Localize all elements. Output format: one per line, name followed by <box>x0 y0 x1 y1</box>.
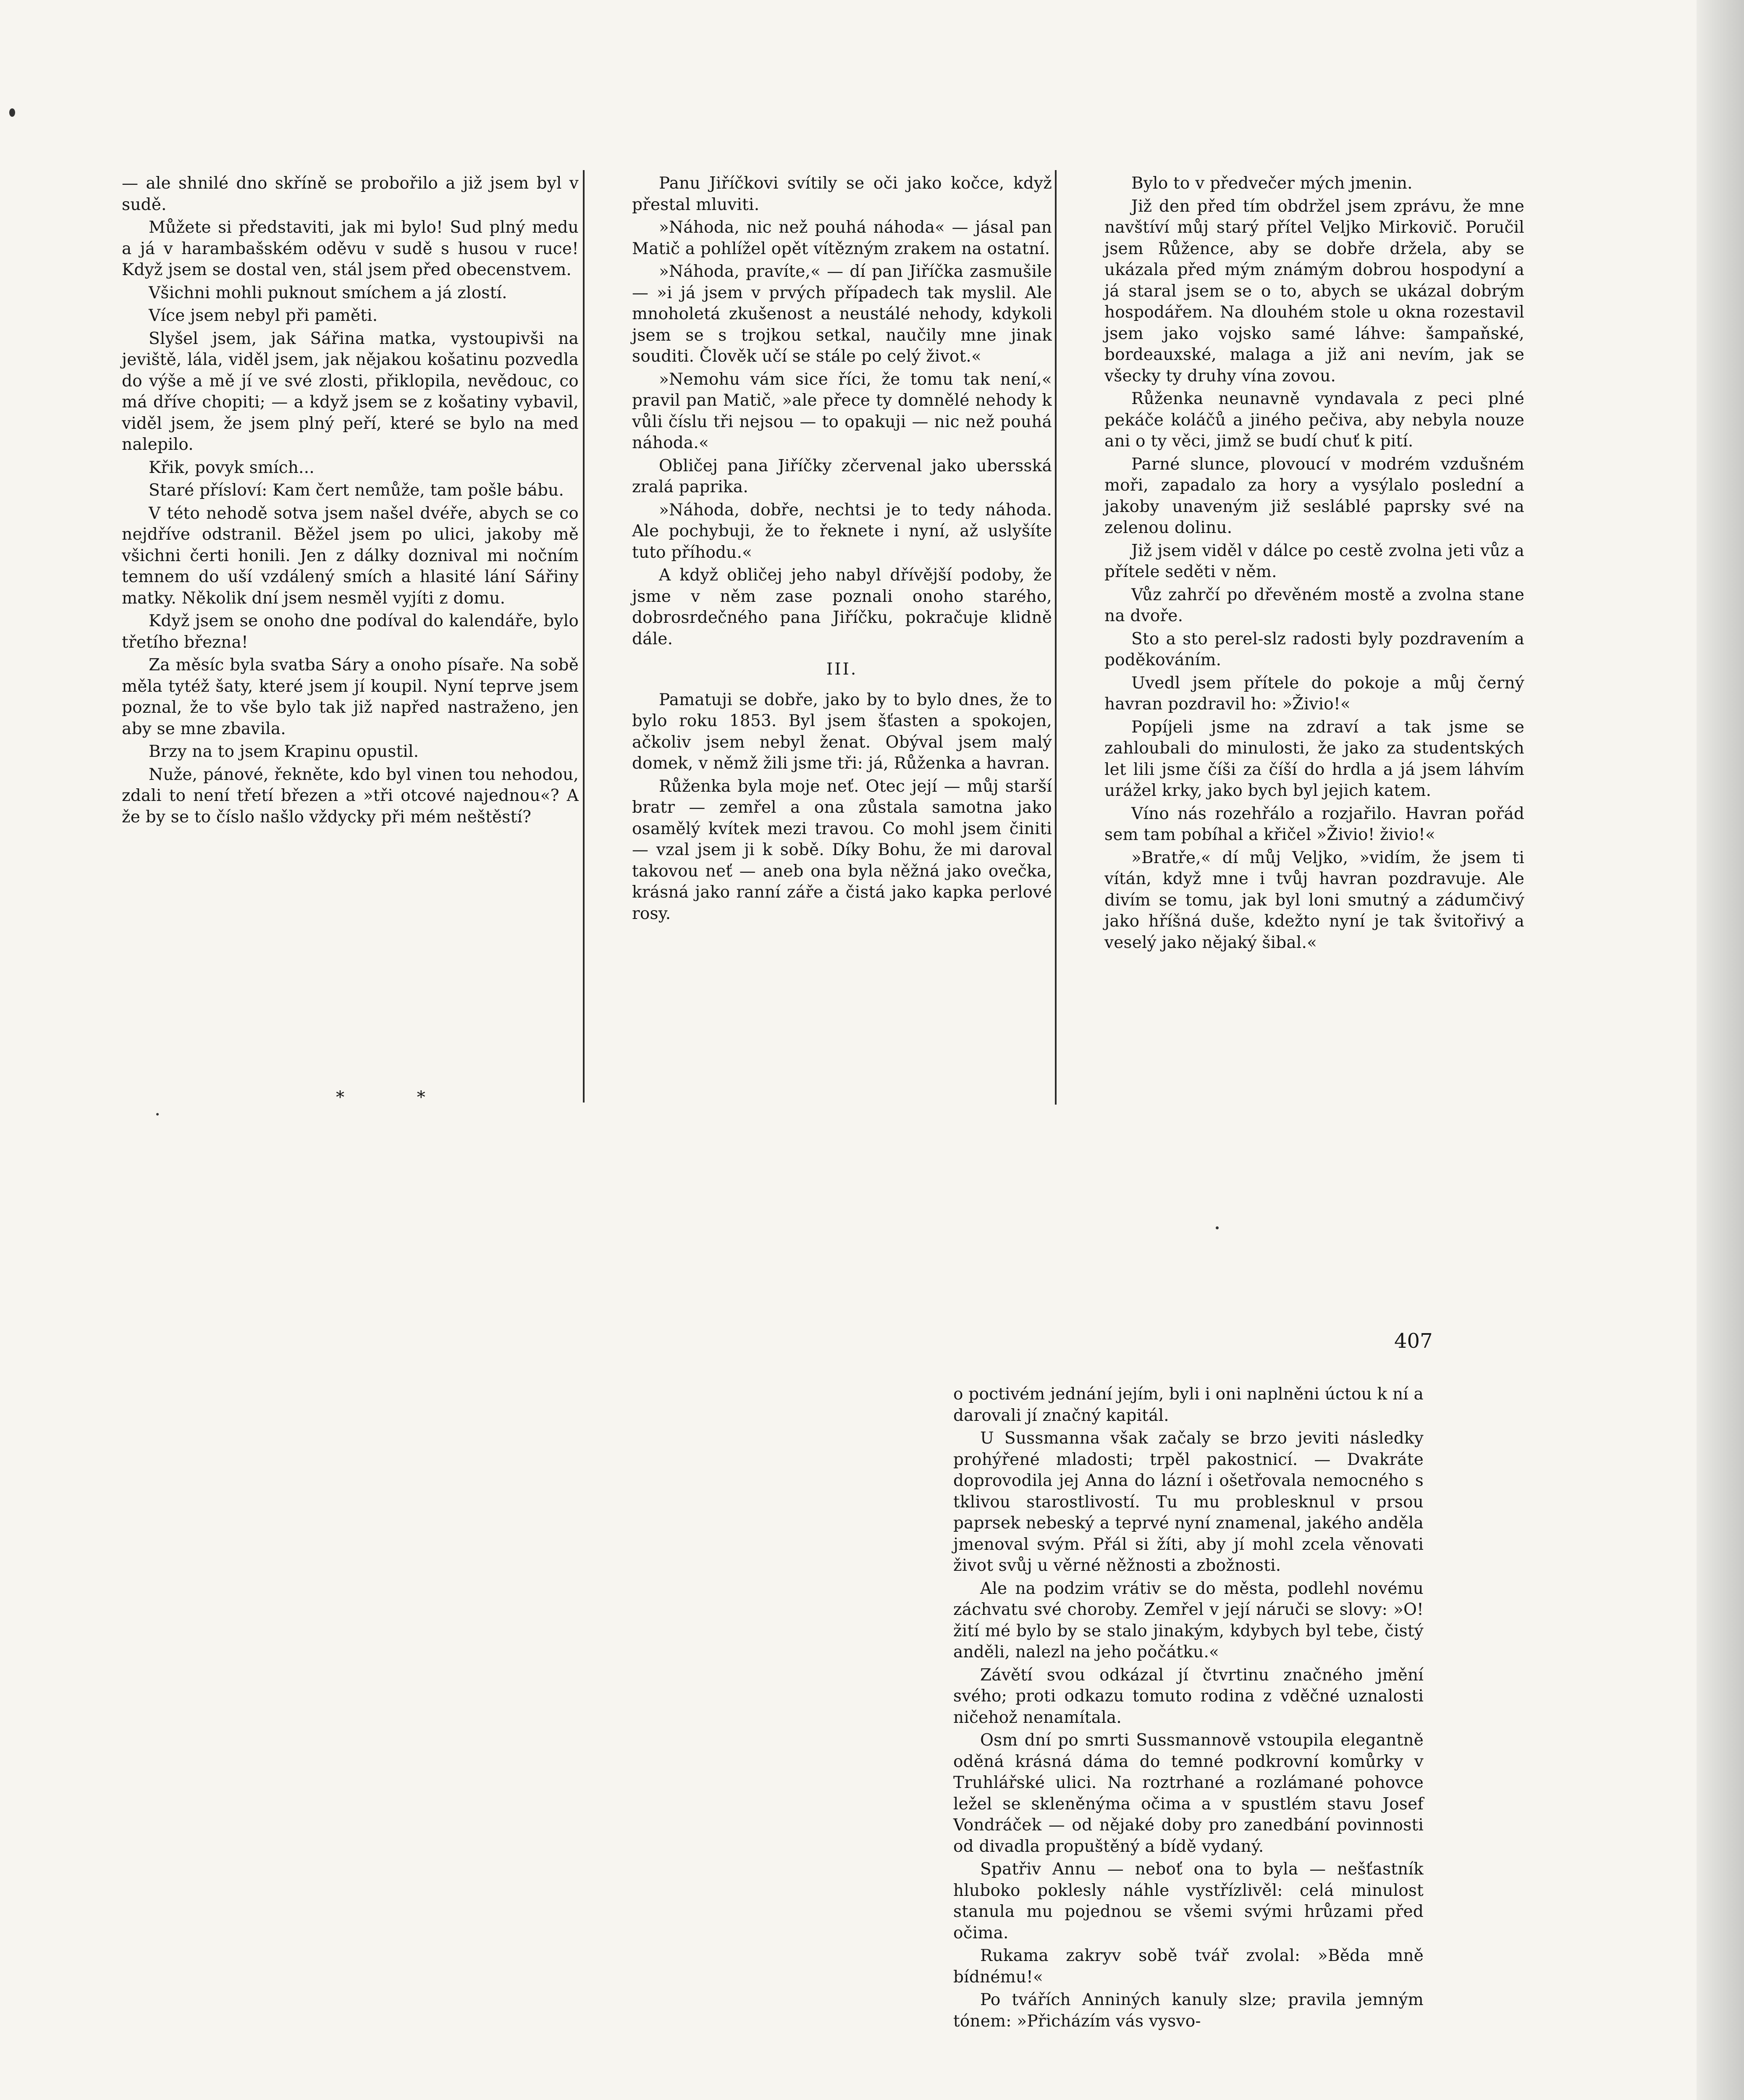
paragraph: A když obličej jeho nabyl dřívější podoby, že jsme v něm zase poznali onoho starého, dobrosrdečného pana Jiříčku, pokračuje klidně dále. <box>632 566 1052 648</box>
paragraph: o poctivém jednání jejím, byli i oni naplněni úctou k ní a darovali jí značný kapitál. <box>953 1385 1424 1425</box>
column-1 <box>122 173 579 828</box>
paragraph: — ale shnilé dno skříně se probořilo a již jsem byl v sudě. <box>122 174 579 214</box>
column-rule-left <box>583 170 585 1102</box>
scan-speck <box>9 108 15 117</box>
column-3 <box>1104 173 1524 953</box>
paragraph: Rukama zakryv sobě tvář zvolal: »Běda mně bídnému!« <box>953 1946 1424 1987</box>
paragraph: Obličej pana Jiříčky zčervenal jako ubersská zralá paprika. <box>632 456 1052 496</box>
paragraph: Můžete si představiti, jak mi bylo! Sud plný medu a já v harambašském oděvu v sudě s husou v ruce! Když jsem se dostal ven, stál jsem před obecenstvem. <box>122 218 579 279</box>
paragraph: Bylo to v předvečer mých jmenin. <box>1131 174 1413 193</box>
column-4-lower <box>953 1384 1424 2032</box>
paragraph: »Náhoda, nic než pouhá náhoda« — jásal pan Matič a pohlížel opět vítězným zrakem na ostatní. <box>632 218 1052 258</box>
paragraph: Růženka byla moje neť. Otec její — můj starší bratr — zemřel a ona zůstala samotna jako osamělý kvítek mezi travou. Co mohl jsem činiti — vzal jsem ji k sobě. Díky Bohu, že mi daroval takovou neť — aneb ona byla něžná jako ovečka, krásná jako ranní záře a čistá jako kapka perlové rosy. <box>632 777 1052 923</box>
paragraph: V této nehodě sotva jsem našel dvéře, abych se co nejdříve odstranil. Běžel jsem po ulici, jakoby mě všichni čerti honili. Jen z dálky doznival mi nočním temnem do uší vzdálený smích a hlasité lání Sářiny matky. Několik dní jsem nesměl vyjíti z domu. <box>122 504 579 608</box>
paragraph: Uvedl jsem přítele do pokoje a můj černý havran pozdravil ho: »Živio!« <box>1104 673 1524 714</box>
paragraph: »Náhoda, pravíte,« — dí pan Jiříčka zasmušile — »i já jsem v prvých případech tak myslil. Ale mnoholetá zkušenost a neustálé nehody, kdykoli jsem se s trojkou setkal, naučily mne jinak souditi. Člověk učí se stále po celý život.« <box>632 262 1052 366</box>
paragraph: Pamatuji se dobře, jako by to bylo dnes, že to bylo roku 1853. Byl jsem šťasten a spokojen, ačkoliv jsem nebyl ženat. Obýval jsem malý domek, v němž žili jsme tři: já, Růženka a havran. <box>632 690 1052 773</box>
paragraph: Když jsem se onoho dne podíval do kalendáře, bylo třetího března! <box>122 612 579 652</box>
paragraph: Brzy na to jsem Krapinu opustil. <box>149 742 419 761</box>
paragraph: Staré přísloví: Kam čert nemůže, tam pošle bábu. <box>149 481 564 500</box>
paragraph: Ale na podzim vrátiv se do města, podlehl novému záchvatu své choroby. Zemřel v její náruči se slovy: »O! žití mé bylo by se stalo jinakým, kdybych byl tebe, čistý anděli, nalezl na jeho počátku.« <box>953 1579 1424 1662</box>
paragraph: »Náhoda, dobře, nechtsi je to tedy náhoda. Ale pochybuji, že to řeknete i nyní, až uslyšíte tuto příhodu.« <box>632 500 1052 562</box>
paragraph: Již jsem viděl v dálce po cestě zvolna jeti vůz a přítele seděti v něm. <box>1104 541 1524 581</box>
paragraph: Růženka neunavně vyndavala z peci plné pekáče koláčů a jiného pečiva, aby nebyla nouze ani o ty věci, jimž se budí chuť k pití. <box>1104 389 1524 451</box>
scan-speck <box>1216 1226 1219 1229</box>
section-heading: III. <box>826 660 858 679</box>
paragraph: »Nemohu vám sice říci, že tomu tak není,« pravil pan Matič, »ale přece ty domnělé nehody k vůli číslu tři nejsou — to opakuji — nic než pouhá náhoda.« <box>632 370 1052 452</box>
paragraph: Sto a sto perel-slz radosti byly pozdravením a poděkováním. <box>1104 629 1524 669</box>
column-rule-right <box>1055 170 1057 1105</box>
paragraph: Po tvářích Anniných kanuly slze; pravila jemným tónem: »Přicházím vás vysvo- <box>953 1990 1424 2031</box>
paragraph: Osm dní po smrti Sussmannově vstoupila elegantně oděná krásná dáma do temné podkrovní komůrky v Truhlářské ulici. Na roztrhané a rozlámané pohovce ležel se skleněnýma očima a v spustlém stavu Josef Vondráček — od nějaké doby pro zanedbání povinnosti od divadla propuštěný a bídě vydaný. <box>953 1731 1424 1856</box>
paragraph: Všichni mohli puknout smíchem a já zlostí. <box>149 283 507 302</box>
paragraph: Závětí svou odkázal jí čtvrtinu značného jmění svého; proti odkazu tomuto rodina z vděčné uznalosti ničehož nenamítala. <box>953 1665 1424 1727</box>
page-number: 407 <box>1394 1329 1433 1353</box>
paragraph: Za měsíc byla svatba Sáry a onoho písaře. Na sobě měla tytéž šaty, které jsem jí koupil. Nyní teprve jsem poznal, že to vše bylo tak již napřed nastraženo, jen aby se mne zbavila. <box>122 656 579 738</box>
paragraph: Popíjeli jsme na zdraví a tak jsme se zahloubali do minulosti, že jako za studentských let lili jsme číši za číší do hrdla a já jsem láhvím urážel krky, jako bych byl jejich katem. <box>1104 717 1524 800</box>
paragraph: Spatřiv Annu — neboť ona to byla — nešťastník hluboko poklesly náhle vystřízlivěl: celá minulost stanula mu pojednou se všemi svými hrůzami před očima. <box>953 1860 1424 1942</box>
paragraph: Vůz zahrčí po dřevěném mostě a zvolna stane na dvoře. <box>1104 585 1524 625</box>
scan-edge <box>1697 0 1744 2100</box>
paragraph: U Sussmanna však začaly se brzo jeviti následky prohýřené mladosti; trpěl pakostnicí. — Dvakráte doprovodila jej Anna do lázní i ošetřovala nemocného s tklivou starostlivostí. Tu mu problesknul v prsou paprsek nebeský a teprvé nyní znamenal, jakého anděla jmenoval svým. Přál si žíti, aby jí mohl zcela věnovati život svůj u věrné něžnosti a zbožnosti. <box>953 1429 1424 1575</box>
paragraph: Víno nás rozehřálo a rozjařilo. Havran pořád sem tam pobíhal a křičel »Živio! živio!« <box>1104 804 1524 844</box>
scan-speck <box>156 1113 159 1116</box>
column-2 <box>632 173 1052 924</box>
paragraph: Křik, povyk smích... <box>149 458 315 477</box>
paragraph: Panu Jiříčkovi svítily se oči jako kočce, když přestal mluviti. <box>632 174 1052 214</box>
paragraph: Již den před tím obdržel jsem zprávu, že mne navštíví můj starý přítel Veljko Mirkovič. Poručil jsem Růžence, aby se dobře držela, aby se ukázala před mým známým dobrou hospodyní a já staral jsem se o to, abych se ukázal dobrým hospodářem. Na dlouhém stole u okna rozestavil jsem jako vojsko samé láhve: šampaňské, bordeauxské, malaga a již ani nevím, jak se všecky ty druhy vína zovou. <box>1104 197 1524 386</box>
paragraph: Více jsem nebyl při paměti. <box>149 306 378 325</box>
paragraph: Slyšel jsem, jak Sářina matka, vystoupivši na jeviště, lála, viděl jsem, jak nějakou košatinu pozvedla do výše a mě jí ve své zlosti, přiklopila, nevědouc, co má dříve chopiti; — a když jsem se z košatiny vybavil, viděl jsem, že jsem plný peří, které se bylo na med nalepilo. <box>122 329 579 454</box>
paragraph: »Bratře,« dí můj Veljko, »vidím, že jsem ti vítán, když mne i tvůj havran pozdravuje. Ale divím se tomu, jak byl loni smutný a zádumčivý jako hříšná duše, kdežto nyní je tak švitořivý a veselý jako nějaký šibal.« <box>1104 848 1524 952</box>
paragraph: Nuže, pánové, řekněte, kdo byl vinen tou nehodou, zdali to není třetí březen a »tři otcové najednou«? A že by se to číslo našlo vždycky při mém neštěstí? <box>122 765 579 827</box>
section-end-stars: * * <box>336 1088 459 1107</box>
paragraph: Parné slunce, plovoucí v modrém vzdušném moři, zapadalo za hory a vysýlalo poslední a jakoby unaveným již sesláblé paprsky své na zelenou dolinu. <box>1104 454 1524 537</box>
